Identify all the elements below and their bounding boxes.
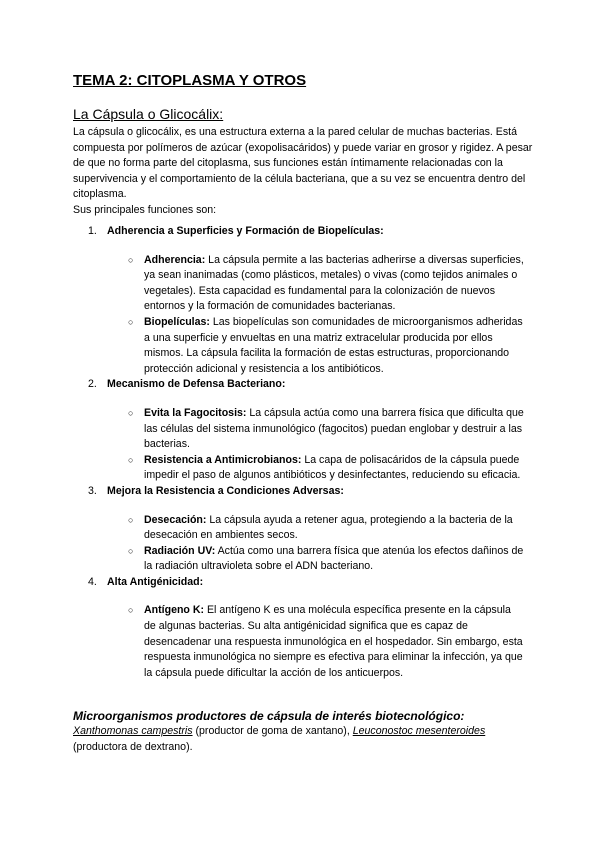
section-items: [73, 603, 533, 681]
functions-list: [73, 224, 533, 681]
species-name: Leuconostoc mesenteroides: [352, 725, 486, 737]
hollow-bullet-icon: ○: [128, 514, 134, 525]
item-term: Desecación:: [144, 513, 207, 526]
hollow-bullet-icon: ○: [128, 605, 134, 616]
biotech-paragraph: [73, 724, 533, 755]
section-4: [73, 575, 533, 682]
section-number: 4.: [88, 575, 97, 588]
hollow-bullet-icon: ○: [128, 454, 134, 465]
list-item: [128, 453, 524, 484]
hollow-bullet-icon: ○: [128, 316, 134, 327]
section-title: Adherencia a Superficies y Formación de Biopelículas:: [107, 225, 384, 237]
item-text: La cápsula ayuda a retener agua, protegiendo a la bacteria de la desecación en ambientes secos.: [144, 513, 513, 542]
list-item: [128, 603, 524, 681]
item-term: Biopelículas:: [144, 315, 210, 328]
item-term: Resistencia a Antimicrobianos:: [144, 453, 302, 466]
section-title: Alta Antigénicidad:: [107, 575, 204, 588]
hollow-bullet-icon: ○: [128, 407, 134, 418]
species-description: (productor de goma de xantano),: [192, 725, 353, 737]
hollow-bullet-icon: ○: [128, 254, 134, 265]
list-item: [128, 544, 524, 575]
section-items: [73, 253, 533, 378]
section-2: [73, 377, 533, 484]
list-item: [128, 253, 524, 315]
list-item: [128, 406, 524, 453]
page-title: TEMA 2: CITOPLASMA Y OTROS: [73, 72, 307, 89]
biotech-heading: Microorganismos productores de cápsula de interés biotecnológico:: [73, 709, 465, 723]
item-text: La cápsula permite a las bacterias adherirse a diversas superficies, ya sean inanimadas (como plásticos, metales) o vivas (como tejidos animales o vegetales). Esta capacidad es fundamental para la colonización de nuevos entornos y la formación de comunidades bacterianas.: [144, 253, 524, 313]
item-text: Las biopelículas son comunidades de microorganismos adheridas a una superficie y envueltas en una matriz extracelular producida por ellos mismos. La cápsula facilita la formación de estas estructuras, proporcionando protección adicional y resistencia a los antibióticos.: [144, 315, 523, 375]
item-text: Actúa como una barrera física que atenúa los efectos dañinos de la radiación ultravioleta sobre el ADN bacteriano.: [144, 544, 524, 573]
item-text: El antígeno K es una molécula específica presente en la cápsula de algunas bacterias. Su alta antigénicidad significa que es capaz de desencadenar una respuesta inmunológica en el hospedador. Sin embargo, esta respuesta inmunológica no siempre es efectiva para eliminar la infección, ya que la cápsula puede dificultar la acción de los anticuerpos.: [144, 604, 523, 679]
item-text: La capa de polisacáridos de la cápsula puede impedir el paso de algunos antibióticos y desinfectantes, reduciendo su eficacia.: [144, 453, 521, 482]
section-3: [73, 484, 533, 575]
item-text: La cápsula actúa como una barrera física que dificulta que las células del sistema inmunológico (fagocitos) puedan englobar y destruir a las bacterias.: [144, 406, 524, 451]
intro-text: [73, 125, 533, 219]
list-item: [128, 513, 524, 544]
item-term: Antígeno K:: [144, 604, 205, 617]
section-title: Mejora la Resistencia a Condiciones Adversas:: [107, 484, 344, 497]
section-items: [73, 513, 533, 575]
item-term: Adherencia:: [144, 253, 206, 266]
item-term: Evita la Fagocitosis:: [144, 406, 247, 419]
section-title: Mecanismo de Defensa Bacteriano:: [107, 378, 286, 391]
intro-lead: Sus principales funciones son:: [73, 203, 217, 216]
section-1: [73, 224, 533, 377]
section-items: [73, 406, 533, 484]
intro-paragraph: La cápsula o glicocálix, es una estructura externa a la pared celular de muchas bacterias. Está compuesta por polímeros de azúcar (exopolisacáridos) y puede variar en grosor y rigidez. A pesar de que no forma parte del citoplasma, sus funciones están íntimamente relacionadas con la supervivencia y el comportamiento de la célula bacteriana, que a su vez se encuentra dentro del citoplasma.: [73, 126, 533, 201]
item-term: Radiación UV:: [144, 544, 216, 557]
section-number: 2.: [88, 378, 97, 391]
hollow-bullet-icon: ○: [128, 545, 134, 556]
species-description: (productora de dextrano).: [73, 740, 193, 753]
section-number: 3.: [88, 484, 97, 497]
section-heading: La Cápsula o Glicocálix:: [73, 106, 224, 122]
section-number: 1.: [88, 225, 97, 237]
species-name: Xanthomonas campestris: [73, 725, 193, 737]
list-item: [128, 315, 524, 377]
